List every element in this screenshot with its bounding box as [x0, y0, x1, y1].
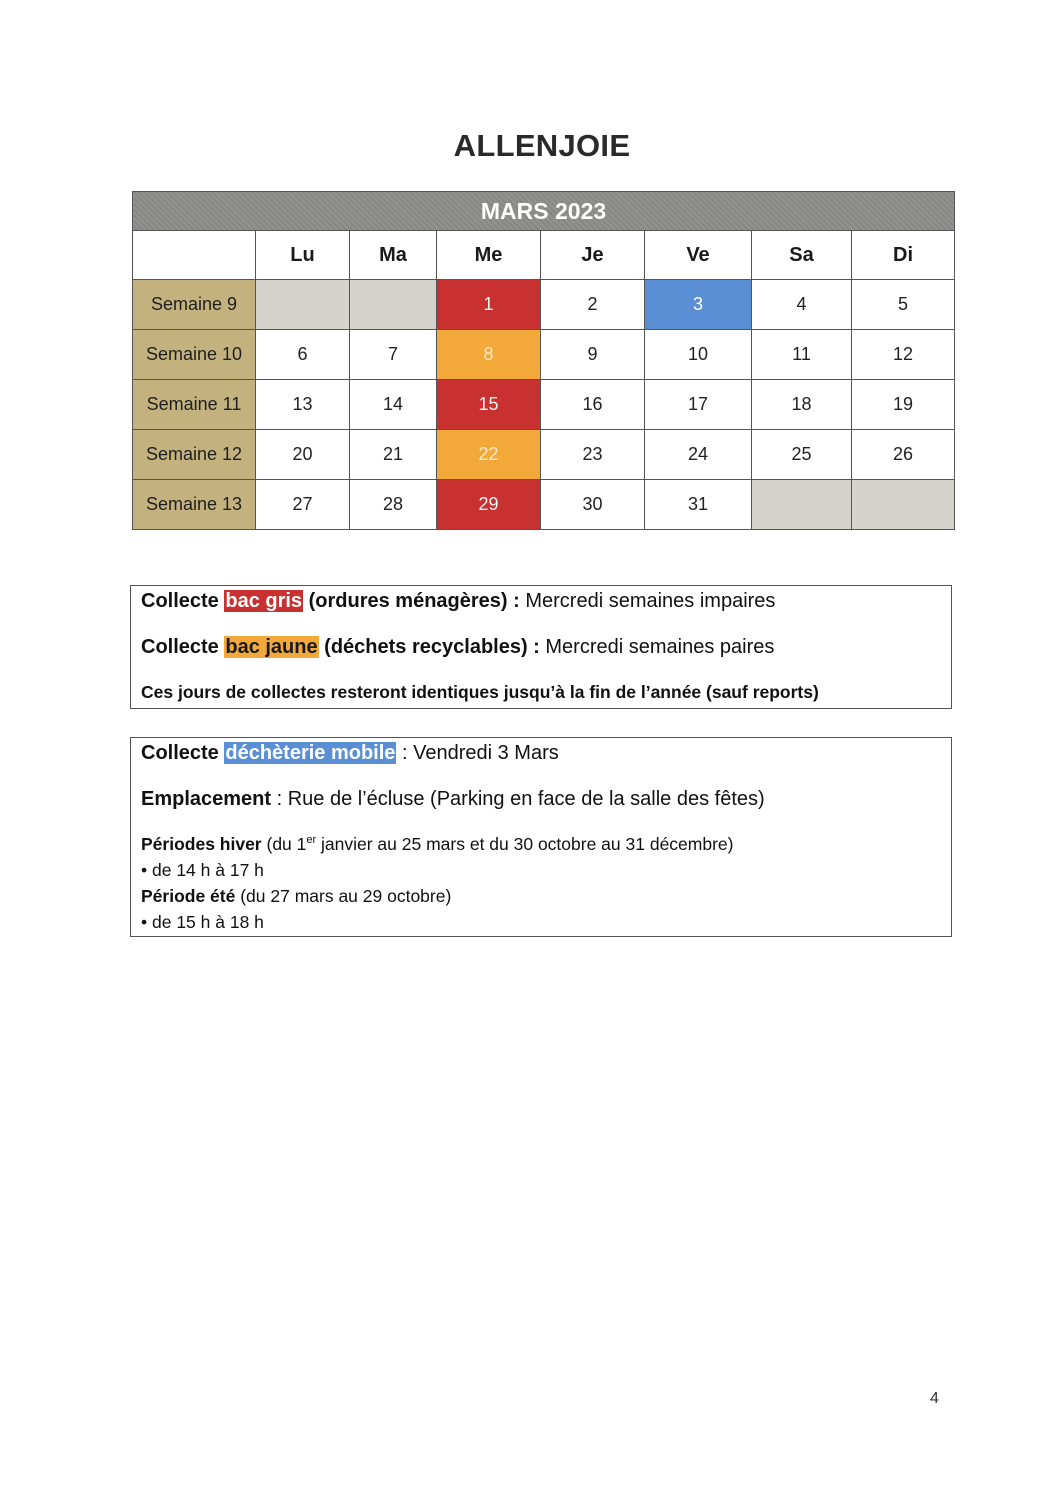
page-title: ALLENJOIE	[453, 128, 631, 163]
week-row	[133, 480, 955, 530]
periode-ete-label: Période été	[141, 886, 236, 906]
day-cell: 7	[350, 330, 437, 380]
day-header-ma: Ma	[350, 231, 437, 280]
day-header-ve: Ve	[645, 231, 752, 280]
week-row	[133, 380, 955, 430]
emplacement-value: : Rue de l’écluse (Parking en face de la salle des fêtes)	[271, 788, 765, 810]
week-label: Semaine 12	[133, 430, 256, 480]
day-cell: 31	[645, 480, 752, 530]
day-cell: 14	[350, 380, 437, 430]
bac-jaune-tag: bac jaune	[225, 636, 318, 658]
day-cell: 16	[541, 380, 645, 430]
day-cell: 21	[350, 430, 437, 480]
day-cell: 25	[752, 430, 852, 480]
collecte-label: Collecte	[141, 636, 225, 658]
day-cell: 30	[541, 480, 645, 530]
day-cell: 2	[541, 280, 645, 330]
collecte-note: Ces jours de collectes resteront identiques jusqu’à la fin de l’année (sauf reports)	[141, 682, 819, 702]
day-header-je: Je	[541, 231, 645, 280]
day-cell: 12	[852, 330, 955, 380]
day-cell: 9	[541, 330, 645, 380]
day-cell: 28	[350, 480, 437, 530]
collecte-gris-value: Mercredi semaines impaires	[519, 590, 776, 612]
day-cell: 19	[852, 380, 955, 430]
week-row	[133, 430, 955, 480]
periode-hiver-hours: • de 14 h à 17 h	[141, 860, 264, 880]
day-cell: 23	[541, 430, 645, 480]
calendar-corner	[133, 231, 256, 280]
day-header-di: Di	[852, 231, 955, 280]
emplacement-label: Emplacement	[141, 788, 272, 810]
empty-day-cell	[256, 280, 350, 330]
day-cell: 10	[645, 330, 752, 380]
day-header-lu: Lu	[256, 231, 350, 280]
decheterie-line	[141, 742, 559, 765]
calendar-table	[132, 191, 954, 536]
calendar-day-header-row	[133, 231, 955, 280]
periode-hiver-sup: er	[306, 834, 317, 847]
day-header-me: Me	[437, 231, 541, 280]
day-cell: 6	[256, 330, 350, 380]
calendar-month-title: MARS 2023	[133, 192, 955, 231]
week-label: Semaine 9	[133, 280, 256, 330]
day-cell: 17	[645, 380, 752, 430]
day-cell: 22	[437, 430, 541, 480]
empty-day-cell	[852, 480, 955, 530]
collecte-jaune-line	[141, 636, 774, 659]
week-label: Semaine 10	[133, 330, 256, 380]
day-cell: 27	[256, 480, 350, 530]
empty-day-cell	[752, 480, 852, 530]
decheterie-mobile-tag: déchèterie mobile	[225, 742, 396, 764]
day-cell: 18	[752, 380, 852, 430]
periode-hiver-text-end: janvier au 25 mars et du 30 octobre au 31 décembre)	[316, 834, 734, 854]
day-cell: 8	[437, 330, 541, 380]
collecte-label: Collecte	[141, 590, 225, 612]
day-cell: 1	[437, 280, 541, 330]
week-label: Semaine 13	[133, 480, 256, 530]
week-label: Semaine 11	[133, 380, 256, 430]
emplacement-line	[141, 788, 765, 811]
day-cell: 4	[752, 280, 852, 330]
periode-hiver-text: (du 1	[261, 834, 307, 854]
periode-ete-line	[141, 886, 451, 907]
collecte-gris-desc: (ordures ménagères) :	[303, 590, 520, 612]
day-cell: 20	[256, 430, 350, 480]
week-row	[133, 280, 955, 330]
day-header-sa: Sa	[752, 231, 852, 280]
day-cell: 15	[437, 380, 541, 430]
periode-hiver-line	[141, 834, 733, 855]
day-cell: 11	[752, 330, 852, 380]
periode-ete-hours: • de 15 h à 18 h	[141, 912, 264, 932]
decheterie-value: : Vendredi 3 Mars	[396, 742, 559, 764]
periode-ete-text: (du 27 mars au 29 octobre)	[235, 886, 452, 906]
collecte-label: Collecte	[141, 742, 225, 764]
periode-hiver-label: Périodes hiver	[141, 834, 262, 854]
collecte-info-box	[130, 585, 952, 709]
collecte-jaune-value: Mercredi semaines paires	[539, 636, 775, 658]
collecte-gris-line	[141, 590, 775, 613]
day-cell: 26	[852, 430, 955, 480]
page-number: 4	[930, 1390, 939, 1407]
empty-day-cell	[350, 280, 437, 330]
bac-gris-tag: bac gris	[225, 590, 303, 612]
week-row	[133, 330, 955, 380]
day-cell: 29	[437, 480, 541, 530]
day-cell: 24	[645, 430, 752, 480]
day-cell: 5	[852, 280, 955, 330]
decheterie-info-box	[130, 737, 952, 937]
day-cell: 13	[256, 380, 350, 430]
day-cell: 3	[645, 280, 752, 330]
collecte-jaune-desc: (déchets recyclables) :	[318, 636, 540, 658]
